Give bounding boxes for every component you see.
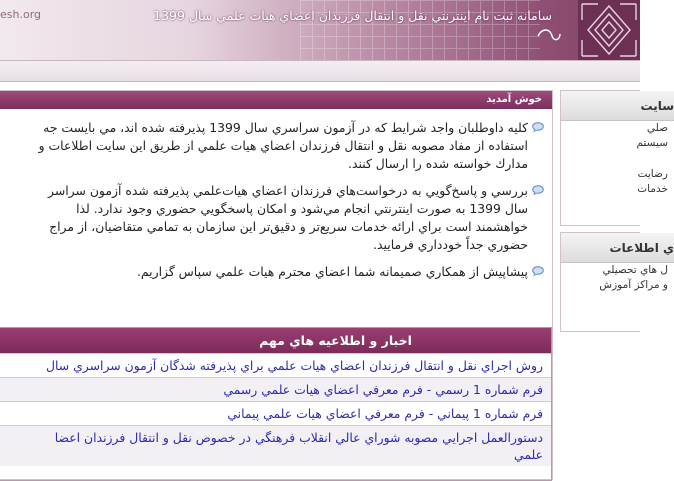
paragraph-line: حضوري جداً خودداري فرماييد. [373, 237, 528, 252]
speech-bubble-icon [532, 185, 544, 195]
news-table [0, 327, 552, 481]
news-link-text[interactable]: فرم شماره 1 پيماني - فرم معرفي اعضاي هيات علمي پيماني [227, 406, 543, 421]
sidebar-site-box [560, 90, 674, 226]
news-table-title: اخبار و اطلاعيه هاي مهم [0, 328, 551, 353]
logo-ornament [578, 0, 640, 60]
site-title: سامانه ثبت نام اينترنتي نقل و انتقال فرزندان اعضاي هيات علمي سال 1399 [153, 8, 552, 23]
site-url-fragment: esh.org [0, 8, 42, 21]
sidebar-link[interactable]: سيستم [636, 137, 668, 149]
welcome-panel [0, 90, 553, 480]
sidebar-link[interactable]: رضايت [637, 168, 668, 180]
top-navigation-bar [0, 60, 640, 82]
info-paragraph [0, 263, 544, 281]
news-link-text-continued[interactable]: علمي [514, 447, 543, 462]
paragraph-line: خواهشمند است براي ارائه خدمات سريع‌تر و دقيق‌تر اين سازمان به تمامي متقاضيان، از مراج [49, 219, 528, 234]
paragraph-line: بررسي و پاسخ‌گويي به درخواست‌هاي فرزندان اعضاي هيات‌علمي پذيرفته شده آزمون سراسر [48, 183, 528, 198]
swirl-decoration-icon [536, 26, 562, 46]
info-paragraph [0, 119, 544, 173]
sidebar-link[interactable]: ل هاي تحصيلي [602, 264, 668, 276]
paragraph-line: استفاده از مفاد مصوبه نقل و انتقال فرزندان اعضاي هيات علمي از طريق اين سايت اطلاعات و [38, 138, 528, 153]
ornament-icon [578, 0, 640, 60]
sidebar-link[interactable]: و مراكز آموزش [599, 279, 668, 291]
news-link[interactable] [0, 353, 551, 377]
welcome-title: خوش آمدید [0, 91, 552, 109]
news-link-text[interactable]: روش اجراي نقل و انتقال فرزندان اعضاي هيات علمي براي پذيرفته شدگان آزمون سراسري سال [46, 358, 543, 373]
news-link[interactable] [0, 377, 551, 401]
sidebar-link[interactable]: خدمات [637, 183, 668, 195]
paragraph-line: كليه داوطلبان واجد شرايط كه در آزمون سراسري سال 1399 پذيرفته شده اند، مي بايست جه [43, 120, 528, 135]
sidebar-link[interactable]: صلي [646, 122, 668, 134]
paragraph-line: سال 1399 به صورت اينترنتي انجام مي‌شود و امكان پاسخگويي حضوري وجود ندارد. لذا [76, 201, 528, 216]
sidebar-info-box [560, 232, 674, 332]
speech-bubble-icon [532, 122, 544, 132]
site-header-banner [0, 0, 640, 60]
welcome-content [0, 119, 544, 290]
paragraph-line: پيشاپيش از همكاري صميمانه شما اعضاي محترم هيات علمي سپاس گزاريم. [136, 264, 528, 279]
news-link-text[interactable]: فرم شماره 1 رسمي - فرم معرفي اعضاي هيات علمي رسمي [223, 382, 543, 397]
paragraph-line: مدارك خواسته شده را ارسال كنند. [348, 156, 528, 171]
speech-bubble-icon [532, 266, 544, 276]
news-link-text[interactable]: دستورالعمل اجرايي مصوبه شوراي عالي انقلاب فرهنگي در خصوص نقل و انتقال فرزندان اعضا [54, 430, 543, 445]
sidebar-spacer [561, 151, 640, 167]
info-paragraph [0, 182, 544, 254]
news-link[interactable] [0, 425, 551, 466]
news-link[interactable] [0, 401, 551, 425]
sidebar-site-title: سايت [561, 91, 674, 121]
sidebar-info-title: ي اطلاعات [561, 233, 674, 263]
